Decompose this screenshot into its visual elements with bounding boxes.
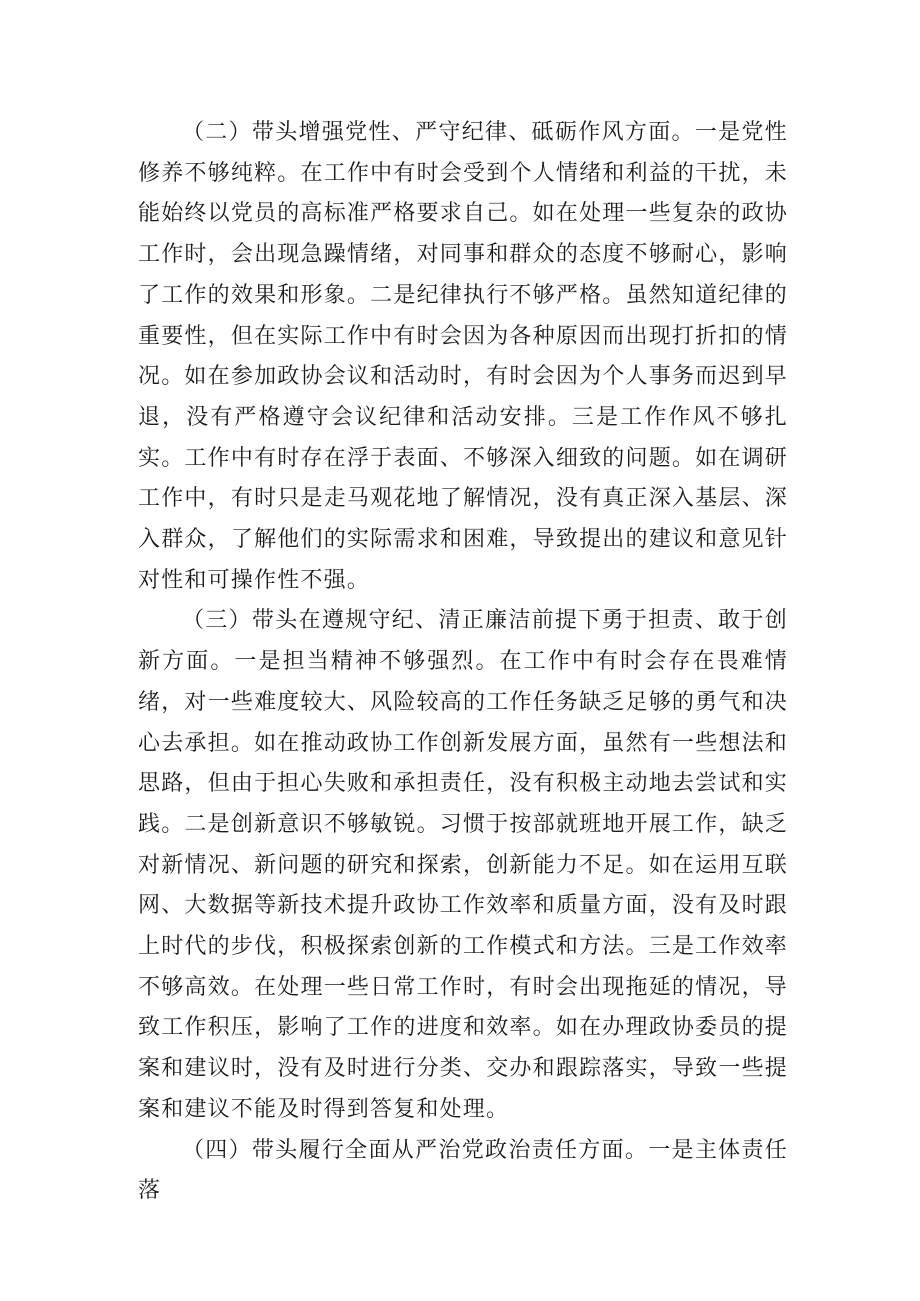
paragraph-section-4: （四）带头履行全面从严治党政治责任方面。一是主体责任落 [138, 1137, 788, 1204]
document-body [138, 113, 788, 1212]
paragraph-section-3: （三）带头在遵规守纪、清正廉洁前提下勇于担责、敢于创新方面。一是担当精神不够强烈。在工作中有时会存在畏难情绪，对一些难度较大、风险较高的工作任务缺乏足够的勇气和决心去承担。如在推动政协工作创新发展方面，虽然有一些想法和思路，但由于担心失败和承担责任，没有积极主动地去尝试和实践。二是创新意识不够敏锐。习惯于按部就班地开展工作，缺乏对新情况、新问题的研究和探索，创新能力不足。如在运用互联网、大数据等新技术提升政协工作效率和质量方面，没有及时跟上时代的步伐，积极探索创新的工作模式和方法。三是工作效率不够高效。在处理一些日常工作时，有时会出现拖延的情况，导致工作积压，影响了工作的进度和效率。如在办理政协委员的提案和建议时，没有及时进行分类、交办和跟踪落实，导致一些提案和建议不能及时得到答复和处理。 [138, 608, 788, 1122]
paragraph-section-2: （二）带头增强党性、严守纪律、砥砺作风方面。一是党性修养不够纯粹。在工作中有时会受到个人情绪和利益的干扰，未能始终以党员的高标准严格要求自己。如在处理一些复杂的政协工作时，会出现急躁情绪，对同事和群众的态度不够耐心，影响了工作的效果和形象。二是纪律执行不够严格。虽然知道纪律的重要性，但在实际工作中有时会因为各种原因而出现打折扣的情况。如在参加政协会议和活动时，有时会因为个人事务而迟到早退，没有严格遵守会议纪律和活动安排。三是工作作风不够扎实。工作中有时存在浮于表面、不够深入细致的问题。如在调研工作中，有时只是走马观花地了解情况，没有真正深入基层、深入群众，了解他们的实际需求和困难，导致提出的建议和意见针对性和可操作性不强。 [138, 120, 788, 593]
